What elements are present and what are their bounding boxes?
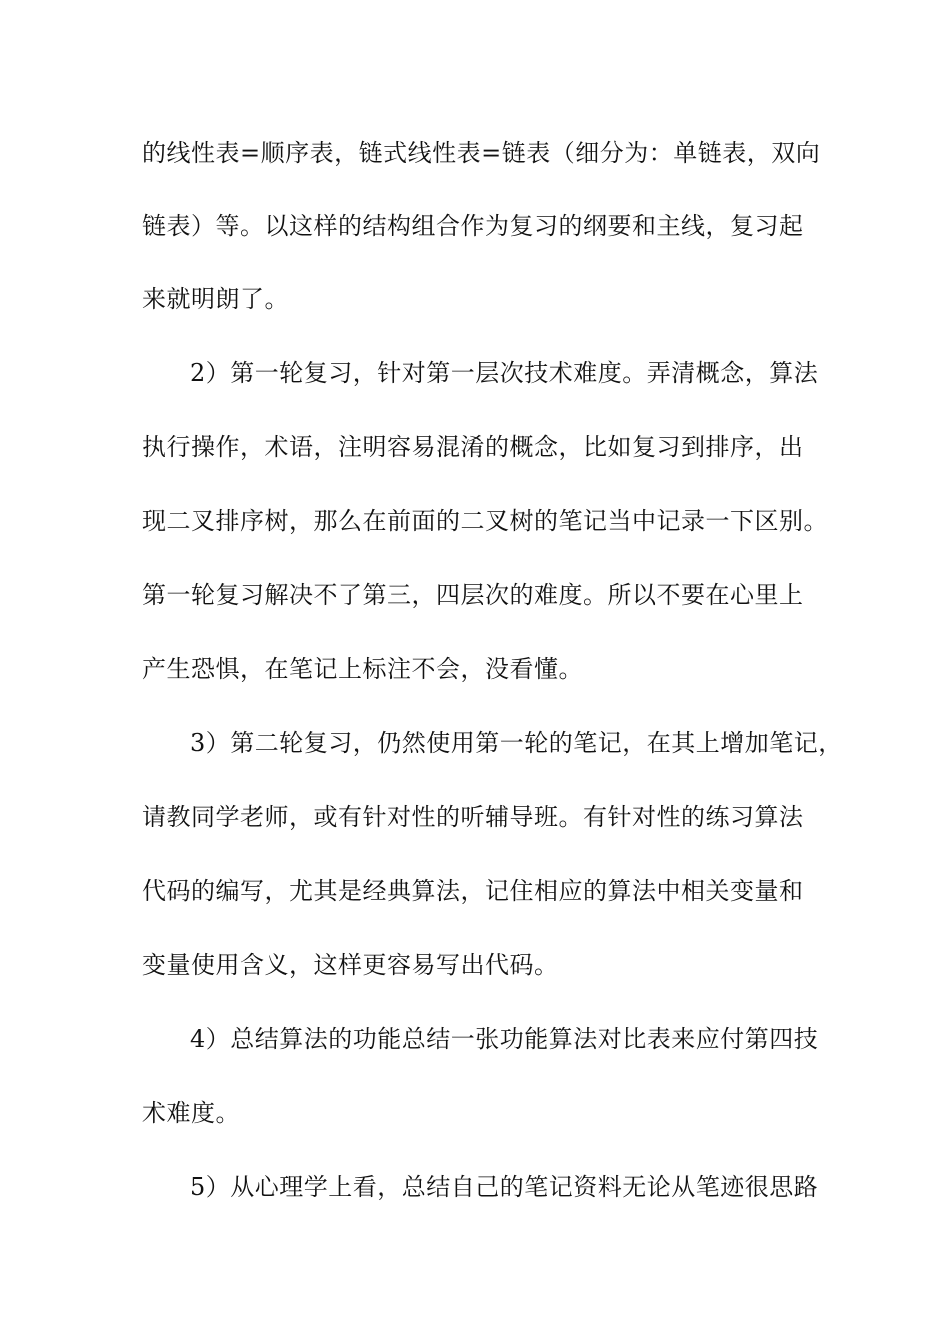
text-line: 代码的编写，尤其是经典算法，记住相应的算法中相关变量和	[142, 877, 804, 905]
text-line: 链表）等。以这样的结构组合作为复习的纲要和主线，复习起	[142, 212, 804, 240]
text-line: 来就明朗了。	[142, 285, 289, 313]
paragraph-5-first-line: 5）从心理学上看，总结自己的笔记资料无论从笔迹很思路	[190, 1173, 819, 1201]
paragraph-2-first-line: 2）第一轮复习，针对第一层次技术难度。弄清概念，算法	[190, 359, 819, 387]
text-line: 变量使用含义，这样更容易写出代码。	[142, 951, 559, 979]
text-line: 术难度。	[142, 1099, 240, 1127]
text-line: 产生恐惧，在笔记上标注不会，没看懂。	[142, 655, 583, 683]
text-line: 请教同学老师，或有针对性的听辅导班。有针对性的练习算法	[142, 803, 804, 831]
text-line: 现二叉排序树，那么在前面的二叉树的笔记当中记录一下区别。	[142, 507, 828, 535]
paragraph-4-first-line: 4）总结算法的功能总结一张功能算法对比表来应付第四技	[190, 1025, 819, 1053]
text-line: 的线性表=顺序表，链式线性表=链表（细分为：单链表，双向	[142, 139, 821, 167]
text-line: 第一轮复习解决不了第三，四层次的难度。所以不要在心里上	[142, 581, 804, 609]
paragraph-3-first-line: 3）第二轮复习，仍然使用第一轮的笔记，在其上增加笔记，	[190, 729, 843, 757]
text-line: 执行操作，术语，注明容易混淆的概念，比如复习到排序，出	[142, 433, 804, 461]
